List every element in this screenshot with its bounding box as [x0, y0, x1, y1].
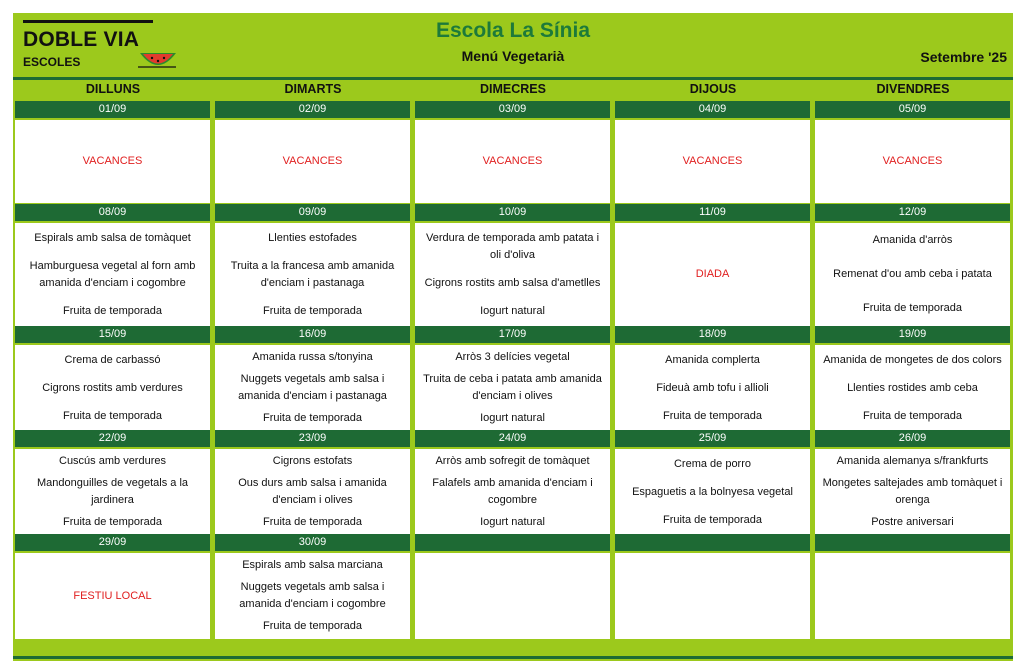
- holiday-label: VACANCES: [482, 155, 543, 167]
- menu-day-cell: [615, 120, 810, 203]
- day-header-friday: DIVENDRES: [876, 82, 950, 96]
- menu-item: Amanida de mongetes de dos colors: [823, 353, 1002, 366]
- menu-item: Cuscús amb verdures: [59, 454, 166, 467]
- menu-item: Iogurt natural: [480, 516, 545, 529]
- date-bar: 11/09: [615, 204, 810, 221]
- date-bar: 19/09: [815, 326, 1010, 343]
- menu-item: Espirals amb salsa de tomàquet: [34, 231, 191, 244]
- menu-item: Cigrons rostits amb verdures: [42, 381, 183, 394]
- menu-page: [13, 13, 1013, 661]
- date-bar: 01/09: [15, 101, 210, 118]
- menu-item: Fideuà amb tofu i allioli: [656, 381, 769, 394]
- menu-day-cell: [815, 449, 1010, 535]
- date-bar: 17/09: [415, 326, 610, 343]
- day-header-thursday: DIJOUS: [689, 82, 737, 96]
- menu-item: Iogurt natural: [480, 412, 545, 425]
- date-bar: 30/09: [215, 534, 410, 551]
- menu-item: Crema de porro: [673, 457, 752, 470]
- menu-item: Fruita de temporada: [262, 516, 363, 529]
- menu-day-cell: [615, 345, 810, 431]
- holiday-label: VACANCES: [882, 155, 943, 167]
- date-bar: 04/09: [615, 101, 810, 118]
- school-title: Escola La Sínia: [435, 19, 591, 42]
- menu-day-cell: [815, 553, 1010, 639]
- menu-item: Mandonguilles de vegetals a la jardinera: [36, 476, 189, 506]
- menu-day-cell: [615, 449, 810, 535]
- menu-item: Fruita de temporada: [62, 304, 163, 317]
- logo-main-text: DOBLE VIA: [23, 28, 140, 51]
- footer-divider: [13, 656, 1013, 659]
- menu-item: Fruita de temporada: [262, 304, 363, 317]
- menu-day-cell: [415, 120, 610, 203]
- menu-item: Nuggets vegetals amb salsa i amanida d'enciam i pastanaga: [238, 372, 387, 402]
- menu-item: Fruita de temporada: [862, 409, 963, 422]
- month-label: Setembre '25: [920, 49, 1007, 65]
- menu-day-cell: [415, 223, 610, 326]
- menu-day-cell: [615, 223, 810, 326]
- menu-day-cell: [15, 223, 210, 326]
- date-bar: 18/09: [615, 326, 810, 343]
- menu-item: Amanida russa s/tonyina: [252, 350, 373, 363]
- date-bar: 26/09: [815, 430, 1010, 447]
- holiday-label: FESTIU LOCAL: [73, 589, 152, 602]
- date-bar: [815, 534, 1010, 551]
- menu-item: Amanida d'arròs: [872, 234, 953, 247]
- menu-day-cell: [15, 120, 210, 203]
- menu-subtitle: Menú Vegetarià: [461, 48, 565, 64]
- menu-day-cell: [415, 345, 610, 431]
- date-bar: 12/09: [815, 204, 1010, 221]
- menu-day-cell: [615, 553, 810, 639]
- menu-item: Llenties rostides amb ceba: [847, 381, 978, 394]
- menu-item: Amanida alemanya s/frankfurts: [836, 454, 989, 467]
- menu-item: Verdura de temporada amb patata i oli d'oliva: [425, 231, 600, 261]
- date-bar: 23/09: [215, 430, 410, 447]
- menu-item: Ous durs amb salsa i amanida d'enciam i olives: [238, 476, 387, 506]
- holiday-label: VACANCES: [82, 155, 143, 167]
- menu-item: Mongetes saltejades amb tomàquet i orenga: [822, 476, 1003, 506]
- menu-item: Fruita de temporada: [662, 409, 763, 422]
- date-bar: 10/09: [415, 204, 610, 221]
- date-bar: 08/09: [15, 204, 210, 221]
- menu-item: Crema de carbassó: [64, 353, 161, 366]
- date-bar: 02/09: [215, 101, 410, 118]
- menu-item: Fruita de temporada: [62, 409, 163, 422]
- menu-day-cell: [815, 120, 1010, 203]
- menu-day-cell: [215, 345, 410, 431]
- menu-item: Remenat d'ou amb ceba i patata: [833, 267, 992, 280]
- menu-day-cell: [815, 223, 1010, 326]
- day-header-tuesday: DIMARTS: [284, 82, 342, 96]
- menu-item: Fruita de temporada: [862, 301, 963, 314]
- header: [13, 13, 1013, 79]
- menu-day-cell: [415, 449, 610, 535]
- logo-sub-text: ESCOLES: [23, 55, 81, 69]
- menu-item: Postre aniversari: [871, 516, 954, 529]
- menu-day-cell: [215, 449, 410, 535]
- menu-item: Espirals amb salsa marciana: [242, 558, 383, 571]
- menu-item: Cigrons rostits amb salsa d'ametlles: [424, 276, 601, 289]
- menu-item: Llenties estofades: [268, 231, 357, 244]
- menu-item: Hamburguesa vegetal al forn amb amanida d'enciam i cogombre: [29, 259, 196, 289]
- menu-item: Espaguetis a la bolnyesa vegetal: [632, 485, 793, 498]
- day-header-wednesday: DIMECRES: [480, 82, 546, 96]
- menu-day-cell: [15, 449, 210, 535]
- menu-day-cell: [415, 553, 610, 639]
- date-bar: [415, 534, 610, 551]
- menu-item: Fruita de temporada: [662, 513, 763, 526]
- date-bar: 22/09: [15, 430, 210, 447]
- menu-day-cell: [215, 223, 410, 326]
- menu-day-cell: [15, 345, 210, 431]
- menu-day-cell: [215, 553, 410, 639]
- day-header-monday: DILLUNS: [85, 82, 141, 96]
- menu-item: Fruita de temporada: [262, 620, 363, 633]
- menu-item: Fruita de temporada: [62, 516, 163, 529]
- date-bar: 29/09: [15, 534, 210, 551]
- date-bar: 05/09: [815, 101, 1010, 118]
- header-divider: [13, 77, 1013, 80]
- menu-item: Iogurt natural: [480, 304, 545, 317]
- menu-item: Arròs 3 delícies vegetal: [455, 350, 570, 363]
- holiday-label: VACANCES: [682, 155, 743, 167]
- date-bar: [615, 534, 810, 551]
- date-bar: 25/09: [615, 430, 810, 447]
- menu-day-cell: [815, 345, 1010, 431]
- menu-item: Fruita de temporada: [262, 412, 363, 425]
- date-bar: 03/09: [415, 101, 610, 118]
- date-bar: 16/09: [215, 326, 410, 343]
- menu-item: Arròs amb sofregit de tomàquet: [435, 454, 590, 467]
- menu-item: Nuggets vegetals amb salsa i amanida d'enciam i cogombre: [239, 580, 386, 610]
- menu-item: Truita de ceba i patata amb amanida d'enciam i olives: [423, 372, 602, 402]
- date-bar: 24/09: [415, 430, 610, 447]
- holiday-label: VACANCES: [282, 155, 343, 167]
- menu-day-cell: [215, 120, 410, 203]
- menu-day-cell: [15, 553, 210, 639]
- date-bar: 15/09: [15, 326, 210, 343]
- menu-item: Falafels amb amanida d'enciam i cogombre: [432, 476, 593, 506]
- menu-item: Amanida complerta: [665, 353, 760, 366]
- menu-item: Cigrons estofats: [272, 454, 353, 467]
- menu-item: Truita a la francesa amb amanida d'enciam i pastanaga: [230, 259, 395, 289]
- date-bar: 09/09: [215, 204, 410, 221]
- holiday-label: DIADA: [695, 268, 730, 280]
